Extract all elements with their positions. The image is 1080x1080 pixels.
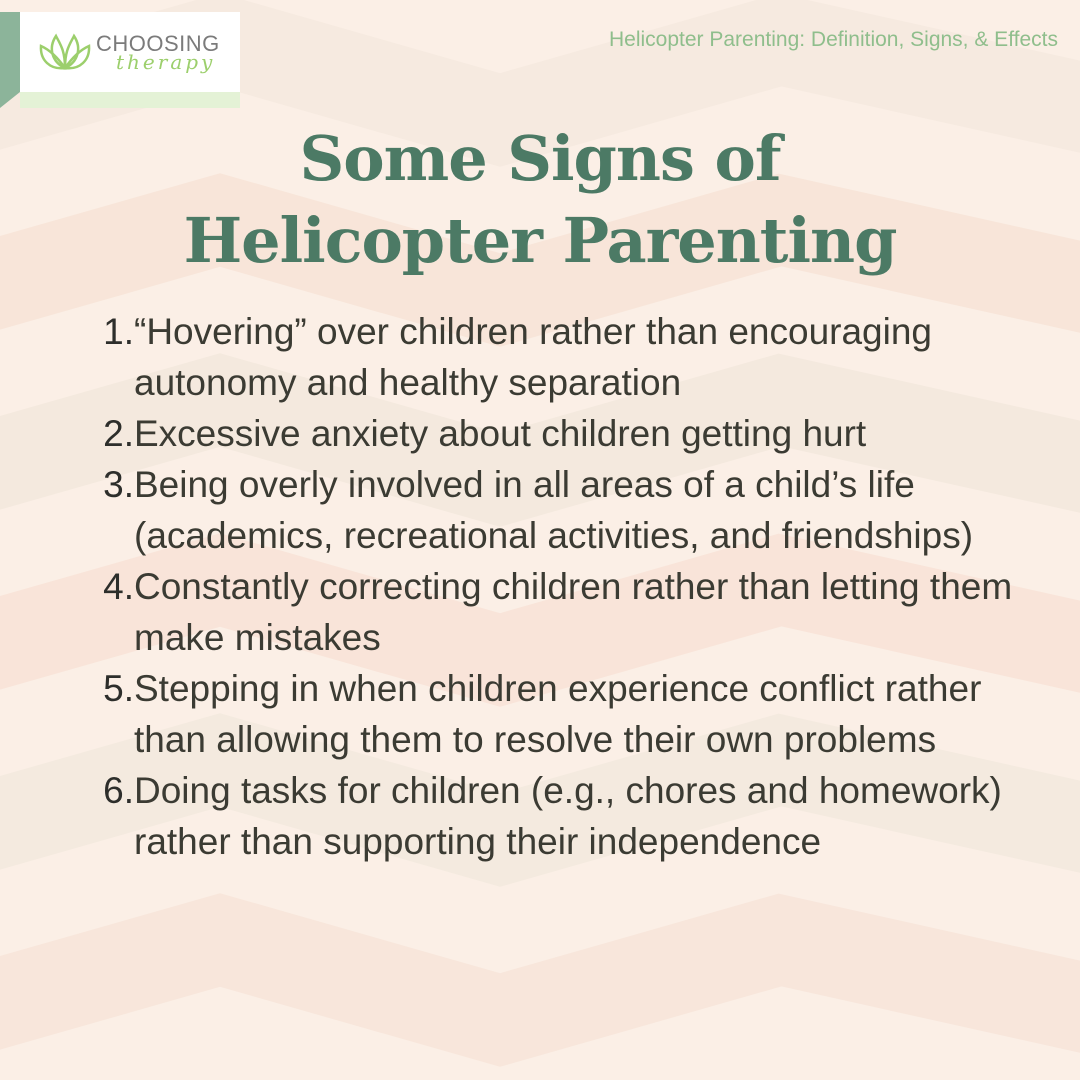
list-item xyxy=(84,408,1044,459)
page-title xyxy=(0,118,1080,282)
logo-wordmark: CHOOSING xyxy=(96,31,220,56)
signs-list xyxy=(84,306,1044,867)
list-item-number: 3. xyxy=(103,464,134,505)
list-item-number: 2. xyxy=(103,413,134,454)
list-item xyxy=(84,663,1044,765)
lotus-leaf-icon xyxy=(38,28,92,72)
list-item-number: 4. xyxy=(103,566,134,607)
list-item-text: Constantly correcting children rather than letting them make mistakes xyxy=(134,566,1013,658)
logo-script-wordmark: therapy xyxy=(116,50,216,74)
list-item-text: Stepping in when children experience conflict rather than allowing them to resolve their own problems xyxy=(134,668,982,760)
list-item xyxy=(84,765,1044,867)
list-item-text: Excessive anxiety about children getting hurt xyxy=(134,413,867,454)
list-item-text: “Hovering” over children rather than encouraging autonomy and healthy separation xyxy=(134,311,932,403)
article-title-caption: Helicopter Parenting: Definition, Signs, & Effects xyxy=(608,28,1058,51)
title-line-2: Helicopter Parenting xyxy=(183,204,897,277)
list-item-text: Doing tasks for children (e.g., chores and homework) rather than supporting their independence xyxy=(134,770,1002,862)
list-item-number: 5. xyxy=(103,668,134,709)
logo-side-band xyxy=(0,12,20,108)
list-item xyxy=(84,459,1044,561)
logo-bottom-band xyxy=(20,92,240,108)
title-line-1: Some Signs of xyxy=(299,122,781,195)
list-item xyxy=(84,306,1044,408)
list-item-number: 1. xyxy=(103,311,134,352)
logo-card xyxy=(20,12,240,92)
list-item-text: Being overly involved in all areas of a child’s life (academics, recreational activities, and friendships) xyxy=(134,464,974,556)
list-item-number: 6. xyxy=(103,770,134,811)
list-item xyxy=(84,561,1044,663)
